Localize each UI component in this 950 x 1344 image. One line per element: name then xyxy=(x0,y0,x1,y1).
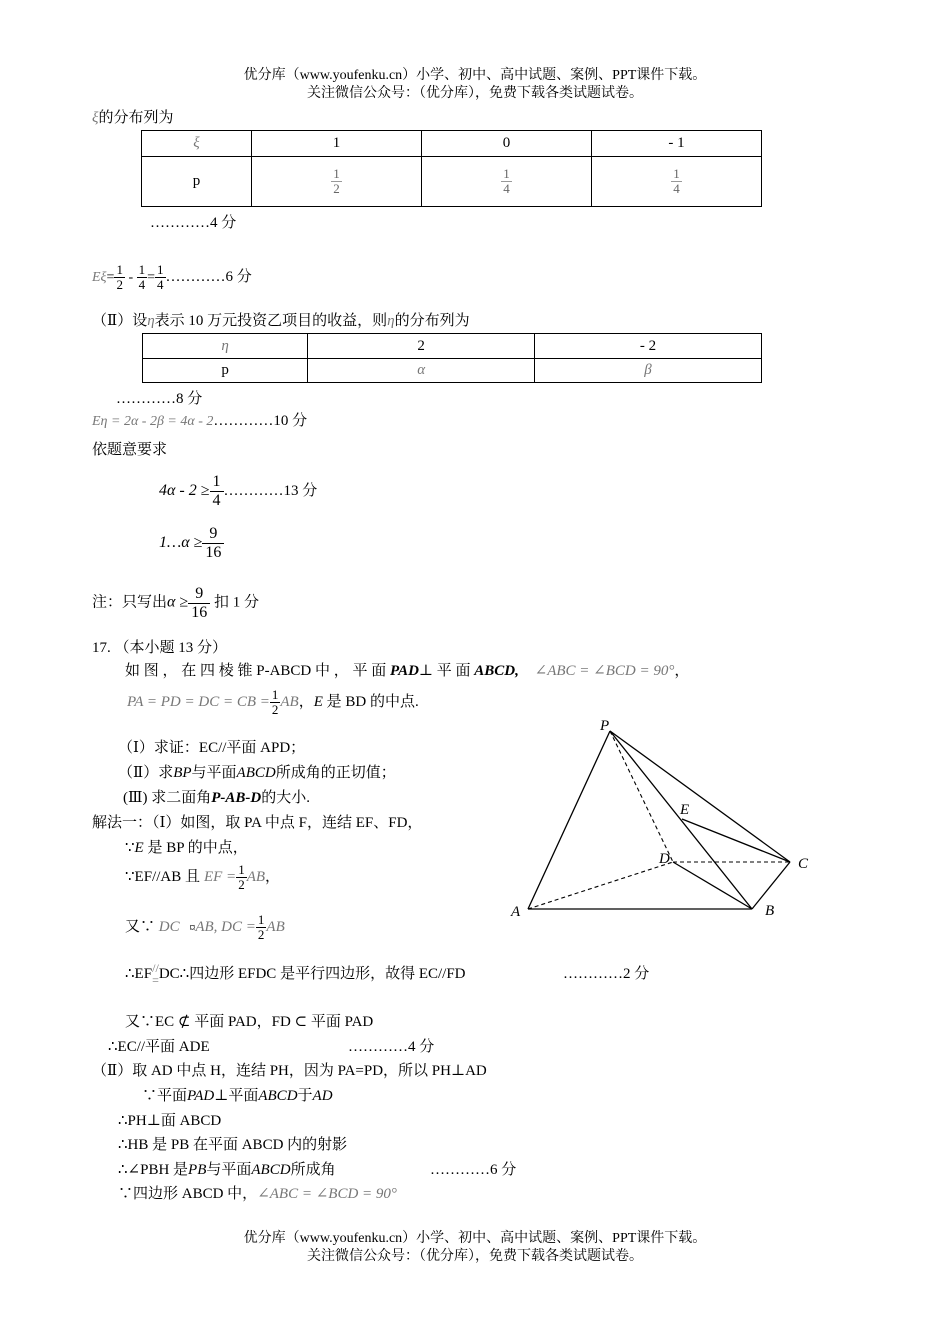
footer-line-2: 关注微信公众号：（优分库），免费下载各类试题试卷。 xyxy=(307,1249,643,1264)
expectation-eta: Eη = 2α - 2β = 4α - 2…………10 分 xyxy=(92,413,308,429)
prob-cell: $\frac{1}{2}$ xyxy=(252,157,422,207)
score-4b: …………4 分 xyxy=(348,1039,435,1055)
score-8: …………8 分 xyxy=(116,391,203,407)
solution-line-1: 解法一：（Ⅰ）如图，取 PA 中点 F，连结 EF、FD， xyxy=(92,815,423,831)
solution-line-12: ∴∠PBH 是PB与平面ABCD所成角 xyxy=(118,1162,336,1178)
problem-17-statement-1: 如 图 ， 在 四 棱 锥 P-ABCD 中 ， 平 面 PAD⊥ 平 面 ABCD, ∠ABC = ∠BCD = 90°， xyxy=(125,663,690,679)
prob-cell: $\frac{1}{4}$ xyxy=(422,157,592,207)
requirement-text: 依题意要求 xyxy=(92,442,168,458)
problem-17-statement-2: PA = PD = DC = CB = $\frac{1}{2}$ AB，E 是 BD 的中点. xyxy=(127,687,419,718)
solution-line-13: ∵四边形 ABCD 中，∠ABC = ∠BCD = 90° xyxy=(118,1186,397,1202)
label-D: D xyxy=(659,851,670,867)
score-2: …………2 分 xyxy=(563,966,650,982)
eta-distribution-table xyxy=(142,333,762,383)
pyramid-figure xyxy=(500,710,820,930)
edge-AD xyxy=(528,862,673,909)
solution-line-2: ∵E 是 BP 的中点， xyxy=(125,840,248,856)
segment-DB xyxy=(673,862,752,909)
value-cell: - 1 xyxy=(592,131,762,157)
p-label-cell: p xyxy=(143,359,308,383)
solution-line-4: 又∵ DC ¤AB, DC = $\frac{1}{2}$ AB xyxy=(125,912,285,943)
prob-cell: β xyxy=(535,359,762,383)
edge-PA xyxy=(528,731,610,909)
solution-line-11: ∴HB 是 PB 在平面 ABCD 内的射影 xyxy=(118,1137,348,1153)
question-1: （Ⅰ）求证：EC//平面 APD； xyxy=(118,740,306,756)
score-4: …………4 分 xyxy=(150,215,237,231)
xi-cell: ξ xyxy=(142,131,252,157)
question-3: (Ⅲ) 求二面角P-AB-D的大小. xyxy=(123,790,310,806)
edge-BC xyxy=(752,862,790,909)
score-6b: …………6 分 xyxy=(430,1162,517,1178)
label-C: C xyxy=(798,856,809,872)
question-2: （Ⅱ）求BP与平面ABCD所成角的正切值； xyxy=(118,765,396,781)
xi-table-header-row xyxy=(142,131,762,157)
label-E: E xyxy=(680,802,690,818)
segment-EC xyxy=(682,819,790,862)
xi-table-prob-row xyxy=(142,157,762,207)
solution-line-6: 又∵EC ⊄ 平面 PAD，FD ⊂ 平面 PAD xyxy=(125,1014,374,1030)
eta-cell: η xyxy=(143,334,308,359)
value-cell: - 2 xyxy=(535,334,762,359)
inequality-1: 4α - 2 ≥ $\frac{1}{4}$ …………13 分 xyxy=(159,473,318,509)
label-B: B xyxy=(765,903,775,919)
prob-cell: α xyxy=(308,359,535,383)
header-line-2: 关注微信公众号：（优分库），免费下载各类试题试卷。 xyxy=(307,86,643,101)
xi-distribution-table xyxy=(141,130,762,207)
value-cell: 2 xyxy=(308,334,535,359)
inequality-2: 1…α ≥ $\frac{9}{16}$ xyxy=(159,525,224,561)
solution-line-8: （Ⅱ）取 AD 中点 H，连结 PH，因为 PA=PD，所以 PH⊥AD xyxy=(92,1063,487,1079)
p-label-cell: p xyxy=(142,157,252,207)
solution-line-10: ∴PH⊥面 ABCD xyxy=(118,1113,222,1129)
solution-line-9: ∵平面PAD⊥平面ABCD于AD xyxy=(142,1088,333,1104)
value-cell: 0 xyxy=(422,131,592,157)
solution-line-3: ∵EF//AB 且 EF = $\frac{1}{2}$ AB， xyxy=(125,862,281,893)
edge-PD xyxy=(610,731,673,862)
problem-17-heading: 17. （本小题 13 分） xyxy=(92,640,228,656)
prob-cell: $\frac{1}{4}$ xyxy=(592,157,762,207)
eta-distribution-intro: （Ⅱ）设η表示 10 万元投资乙项目的收益，则η的分布列为 xyxy=(92,313,470,329)
edge-PC xyxy=(610,731,790,862)
label-P: P xyxy=(600,718,610,734)
eta-table-header-row xyxy=(143,334,762,359)
eta-table-prob-row xyxy=(143,359,762,383)
solution-line-5: ∴EF // = DC∴四边形 EFDC 是平行四边形，故得 EC//FD xyxy=(125,961,466,987)
note-line: 注：只写出α ≥ $\frac{9}{16}$ 扣 1 分 xyxy=(92,585,259,621)
edge-PB xyxy=(610,731,752,909)
expectation-xi: Eξ= $\frac{1}{2}$ - $\frac{1}{4}$ = $\frac{1}{4}$ …………6 分 xyxy=(92,262,252,293)
label-A: A xyxy=(511,904,521,920)
header-line-1: 优分库（www.youfenku.cn）小学、初中、高中试题、案例、PPT课件下载。 xyxy=(243,68,707,83)
footer-line-1: 优分库（www.youfenku.cn）小学、初中、高中试题、案例、PPT课件下载。 xyxy=(243,1231,707,1246)
solution-line-7: ∴EC//平面 ADE xyxy=(108,1039,210,1055)
xi-distribution-intro: ξ的分布列为 xyxy=(92,110,174,126)
value-cell: 1 xyxy=(252,131,422,157)
